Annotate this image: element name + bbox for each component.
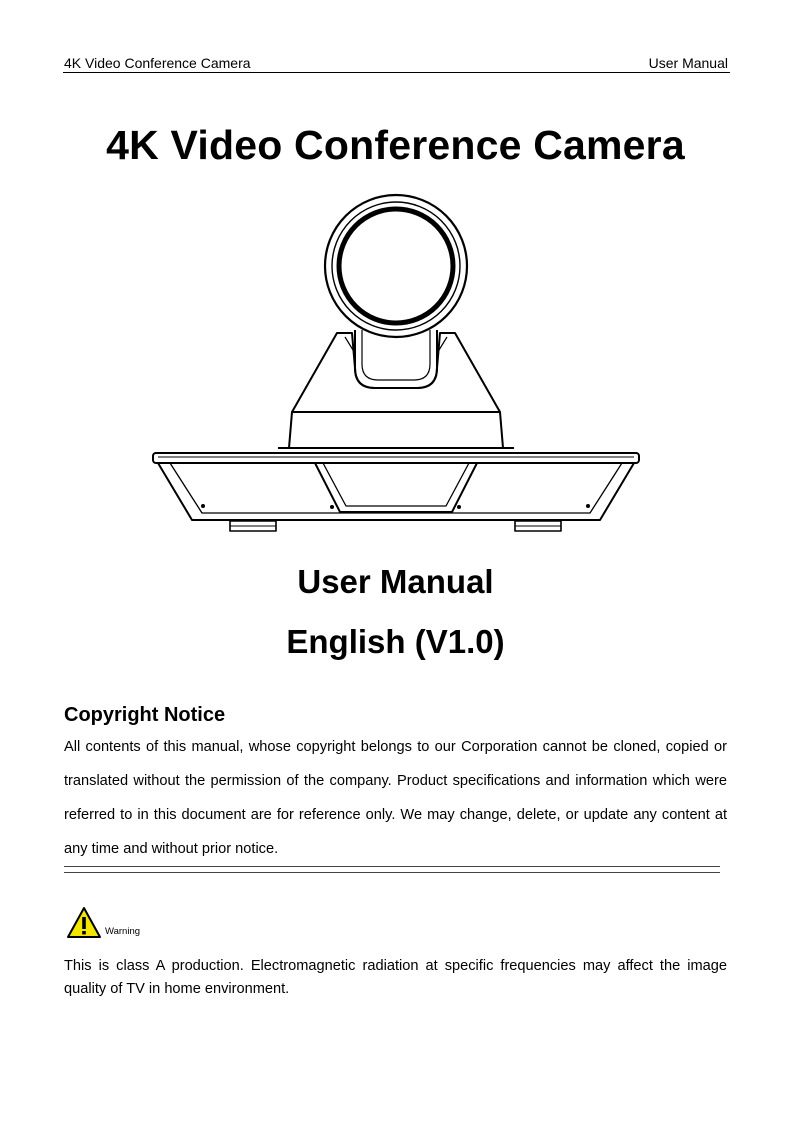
warning-label: Warning [105,926,141,937]
copyright-heading: Copyright Notice [64,704,226,726]
camera-illustration [150,190,642,535]
header-right-text: User Manual [648,55,728,71]
copyright-text: All contents of this manual, whose copyright belongs to our Corporation cannot be cloned, copied or translated without the permission of the company. Product specifications and information which were referred to in this document are for reference only. We may change, delete, or update any content at any time and without prior notice. [64,739,727,857]
double-line-separator [64,866,720,873]
manual-subtitle: User Manual [297,563,494,600]
warning-triangle-icon [66,906,102,940]
header-left-text: 4K Video Conference Camera [64,55,251,71]
language-version: English (V1.0) [286,623,505,660]
warning-text: This is class A production. Electromagnetic radiation at specific frequencies may affect the image quality of TV in home environment. [64,958,727,997]
page-header [63,54,730,73]
document-title: 4K Video Conference Camera [106,122,685,168]
